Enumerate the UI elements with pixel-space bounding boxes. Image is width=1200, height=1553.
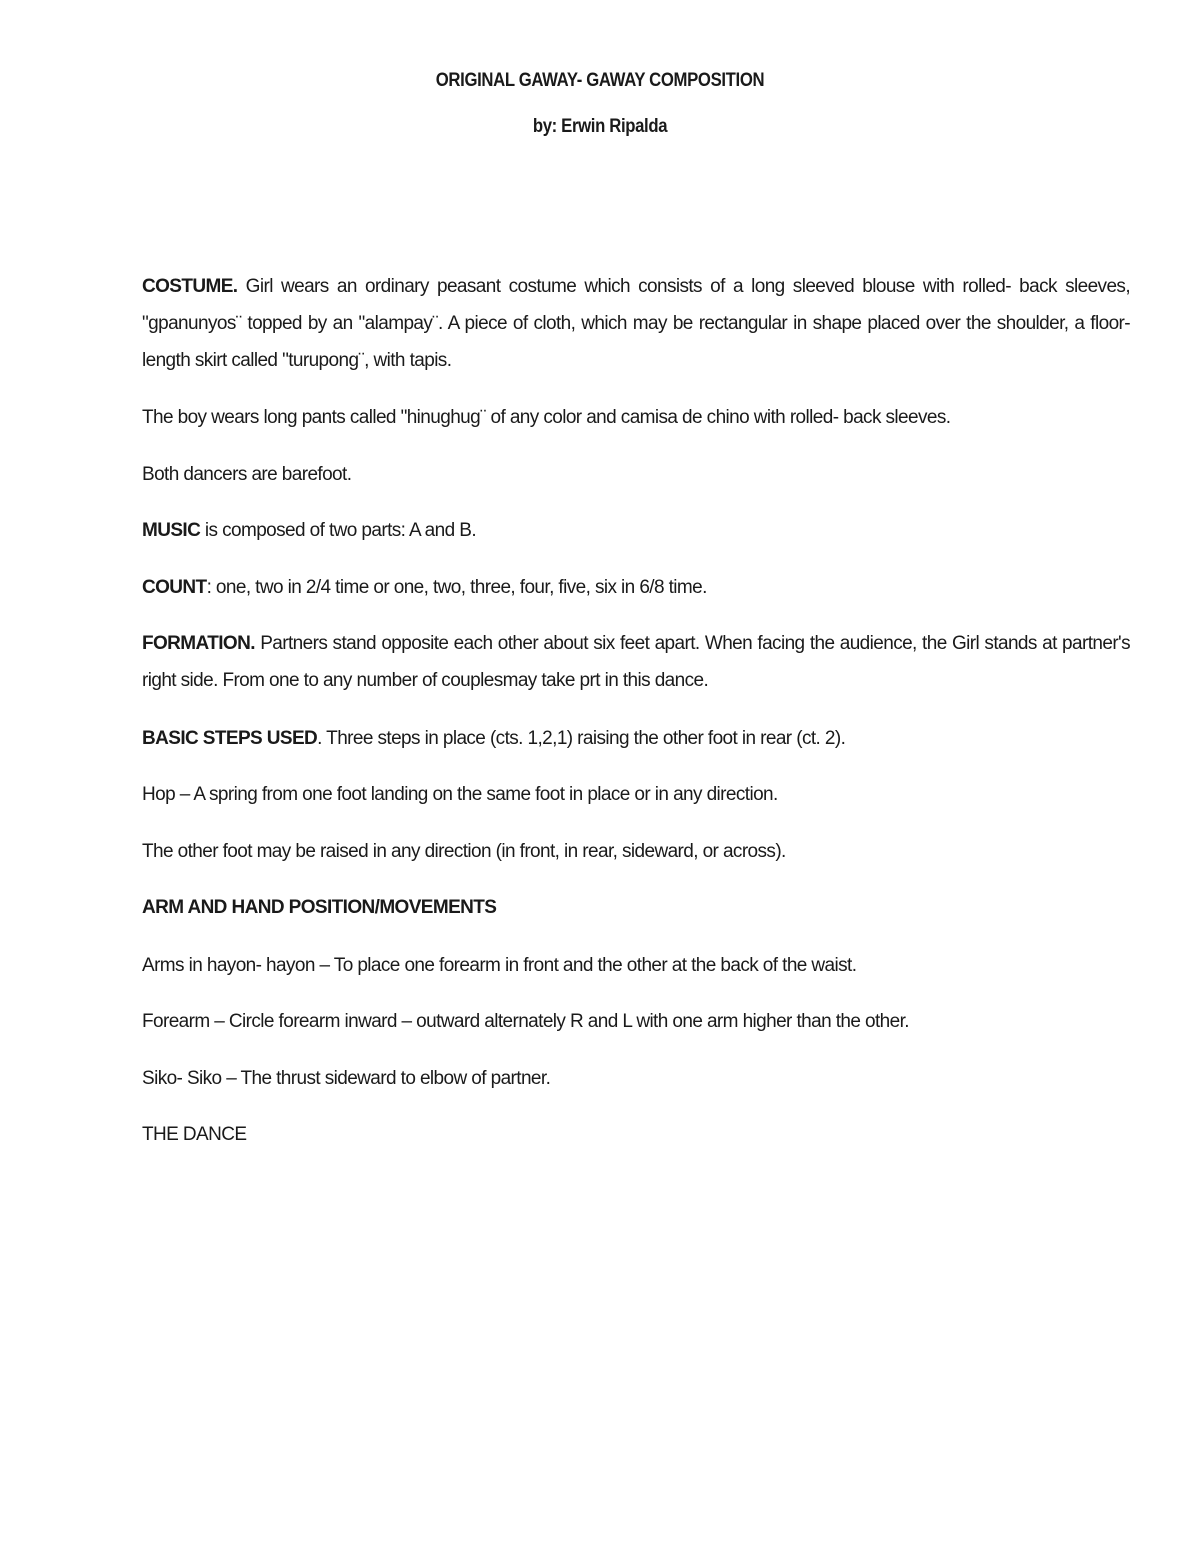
music-text: is composed of two parts: A and B. [200, 520, 477, 541]
basic-steps-paragraph [142, 720, 1130, 757]
document-byline: by: Erwin Ripalda [532, 116, 668, 137]
formation-text: Partners stand opposite each other about six feet apart. When facing the audience, the Girl stands at partner's right side. From one to any number of couplesmay take prt in this dance. [142, 633, 1130, 691]
basic-steps-label: BASIC STEPS USED [142, 728, 318, 749]
costume-paragraph [142, 268, 1130, 379]
the-dance-text: THE DANCE [142, 1124, 247, 1145]
music-paragraph [142, 512, 1130, 549]
costume-text: Girl wears an ordinary peasant costume which consists of a long sleeved blouse with rolled- back sleeves, "gpanunyos¨ topped by an "alampay¨. A piece of cloth, which may be rectangular in shape placed over the shoulder, a floor- length skirt called "turupong¨, with tapis. [142, 276, 1130, 371]
hayon-text: Arms in hayon- hayon – To place one forearm in front and the other at the back of the waist. [142, 955, 857, 976]
hop-text: Hop – A spring from one foot landing on the same foot in place or in any direction. [142, 784, 778, 805]
document-title: ORIGINAL GAWAY- GAWAY COMPOSITION [435, 70, 765, 91]
formation-paragraph [142, 625, 1130, 699]
count-paragraph [142, 569, 1130, 606]
arm-hand-heading-label: ARM AND HAND POSITION/MOVEMENTS [142, 897, 497, 918]
basic-steps-text: . Three steps in place (cts. 1,2,1) raising the other foot in rear (ct. 2). [317, 728, 846, 749]
siko-paragraph [142, 1060, 1130, 1097]
arm-hand-heading [142, 889, 1130, 926]
hayon-paragraph [142, 947, 1130, 984]
boy-costume-paragraph [142, 399, 1130, 436]
count-text: : one, two in 2/4 time or one, two, three, four, five, six in 6/8 time. [206, 577, 707, 598]
formation-label: FORMATION. [142, 633, 255, 654]
boy-costume-text: The boy wears long pants called "hinughug¨ of any color and camisa de chino with rolled- back sleeves. [142, 407, 951, 428]
siko-text: Siko- Siko – The thrust sideward to elbow of partner. [142, 1068, 551, 1089]
barefoot-text: Both dancers are barefoot. [142, 464, 352, 485]
costume-label: COSTUME. [142, 276, 238, 297]
other-foot-paragraph [142, 833, 1130, 870]
music-label: MUSIC [142, 520, 201, 541]
count-label: COUNT [142, 577, 207, 598]
the-dance-heading [142, 1116, 1130, 1153]
forearm-paragraph [142, 1003, 1130, 1040]
other-foot-text: The other foot may be raised in any direction (in front, in rear, sideward, or across). [142, 841, 786, 862]
hop-paragraph [142, 776, 1130, 813]
barefoot-paragraph [142, 456, 1130, 493]
forearm-text: Forearm – Circle forearm inward – outward alternately R and L with one arm higher than the other. [142, 1011, 909, 1032]
